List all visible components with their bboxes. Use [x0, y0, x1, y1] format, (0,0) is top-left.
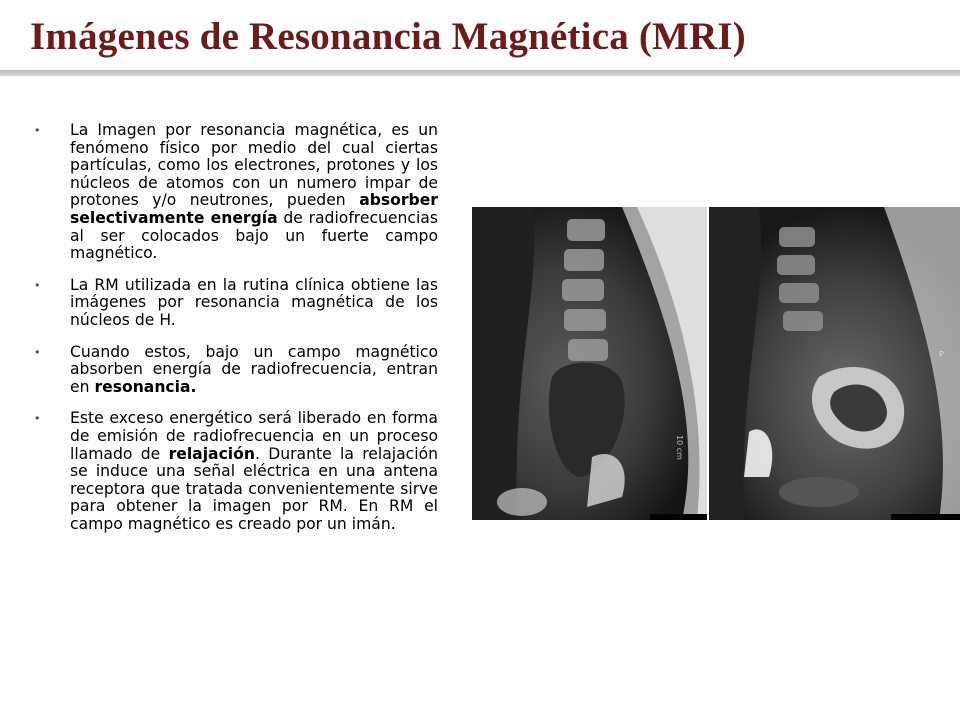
- bullet-4-text-end: . Durante la relajación se induce una señal eléctrica en una antena receptora que tratada convenientemente sirve para obtener la imagen por RM. En RM el campo magnético es creado por un imán.: [70, 444, 439, 533]
- orientation-marker-right: P: [939, 350, 944, 359]
- bullet-4-text: Este exceso energético será liberado en forma de emisión de radiofrecuencia en un proceso llamado de: [70, 409, 438, 463]
- bullet-icon: •: [34, 124, 41, 137]
- mri-scan-illustration: [472, 207, 960, 520]
- bullet-list: [34, 122, 438, 547]
- bullet-icon: •: [34, 345, 41, 359]
- bullet-2-text: La RM utilizada en la rutina clínica obtiene las imágenes por resonancia magnética de los núcleos de H.: [70, 275, 438, 329]
- mri-scan-right: [709, 207, 960, 520]
- bullet-item-2: [34, 277, 438, 330]
- title-divider: [0, 70, 960, 76]
- mri-scan-left: [472, 207, 707, 520]
- bullet-3-text: Cuando estos, bajo un campo magnético absorben energía de radiofrecuencia, entran en: [70, 342, 438, 396]
- orientation-marker-left: P: [687, 350, 692, 359]
- bullet-item-3: [34, 344, 438, 397]
- scale-marker-label: 10 cm: [675, 435, 684, 460]
- bullet-3-bold: resonancia.: [94, 377, 197, 396]
- bullet-icon: •: [34, 412, 41, 426]
- slide-title: Imágenes de Resonancia Magnética (MRI): [30, 15, 746, 58]
- bullet-item-4: [34, 410, 438, 533]
- bullet-item-1: [34, 122, 438, 263]
- mri-image: [472, 207, 960, 520]
- bullet-icon: •: [34, 278, 41, 292]
- bullet-4-bold: relajación: [168, 444, 255, 463]
- bullet-1-text-end: de radiofrecuencias al ser colocados bajo un fuerte campo magnético.: [70, 208, 438, 263]
- bullet-1-text: La Imagen por resonancia magnética, es un fenómeno físico por medio del cual ciertas partículas, como los electrones, protones y los núcleos de atomos con un numero impar de protones y/o neutrones, pueden: [70, 121, 438, 210]
- bullet-1-bold: absorber selectivamente energía: [70, 191, 438, 227]
